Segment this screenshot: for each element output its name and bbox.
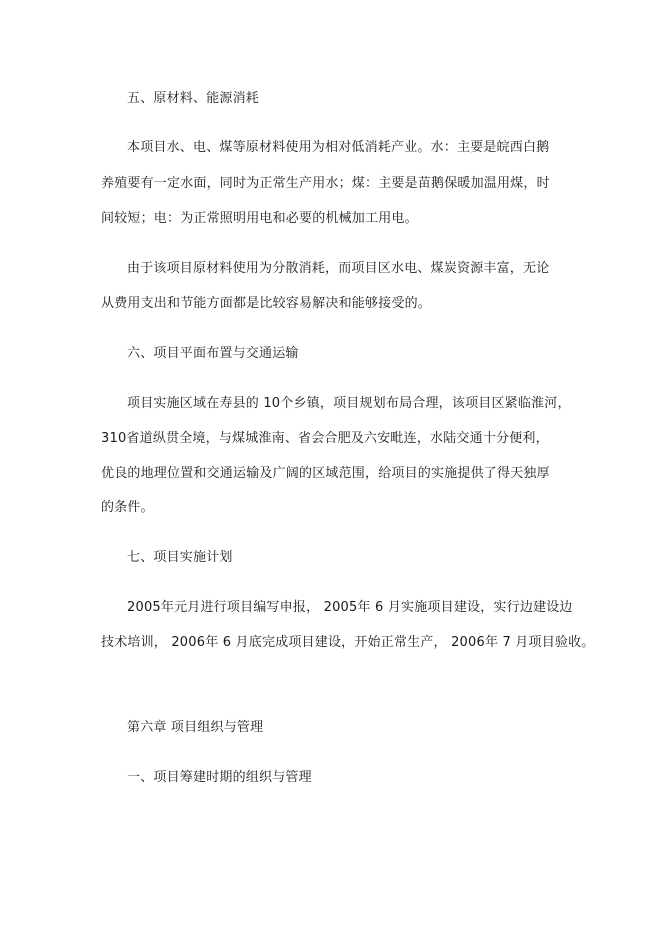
paragraph-line: 310省道纵贯全境，与煤城淮南、省会合肥及六安毗连，水陆交通十分便利， bbox=[101, 431, 549, 446]
paragraph-line: 本项目水、电、煤等原材料使用为相对低消耗产业。水：主要是皖西白鹅 bbox=[127, 140, 550, 155]
chapter-title: 第六章 项目组织与管理 bbox=[127, 720, 264, 735]
paragraph-line: 由于该项目原材料使用为分散消耗，而项目区水电、煤炭资源丰富，无论 bbox=[127, 261, 550, 276]
paragraph-line: 项目实施区域在寿县的 10个乡镇，项目规划布局合理，该项目区紧临淮河， bbox=[127, 396, 571, 411]
subsection-heading: 一、项目筹建时期的组织与管理 bbox=[127, 770, 312, 785]
paragraph-line: 2005年元月进行项目编写申报， 2005年 6 月实施项目建设，实行边建设边 bbox=[127, 600, 573, 615]
paragraph-line: 从费用支出和节能方面都是比较容易解决和能够接受的。 bbox=[101, 296, 432, 311]
paragraph-line: 的条件。 bbox=[101, 500, 154, 515]
paragraph-line: 技术培训， 2006年 6 月底完成项目建设，开始正常生产， 2006年 7 月项目验收。 bbox=[101, 635, 595, 650]
paragraph-line: 优良的地理位置和交通运输及广阔的区域范围，给项目的实施提供了得天独厚 bbox=[101, 466, 550, 481]
section-7-heading: 七、项目实施计划 bbox=[127, 550, 233, 565]
paragraph-line: 间较短；电：为正常照明用电和必要的机械加工用电。 bbox=[101, 211, 418, 226]
section-5-heading: 五、原材料、能源消耗 bbox=[127, 91, 260, 106]
section-6-heading: 六、项目平面布置与交通运输 bbox=[127, 346, 299, 361]
paragraph-line: 养殖要有一定水面，同时为正常生产用水；煤：主要是苗鹅保暖加温用煤，时 bbox=[101, 176, 550, 191]
